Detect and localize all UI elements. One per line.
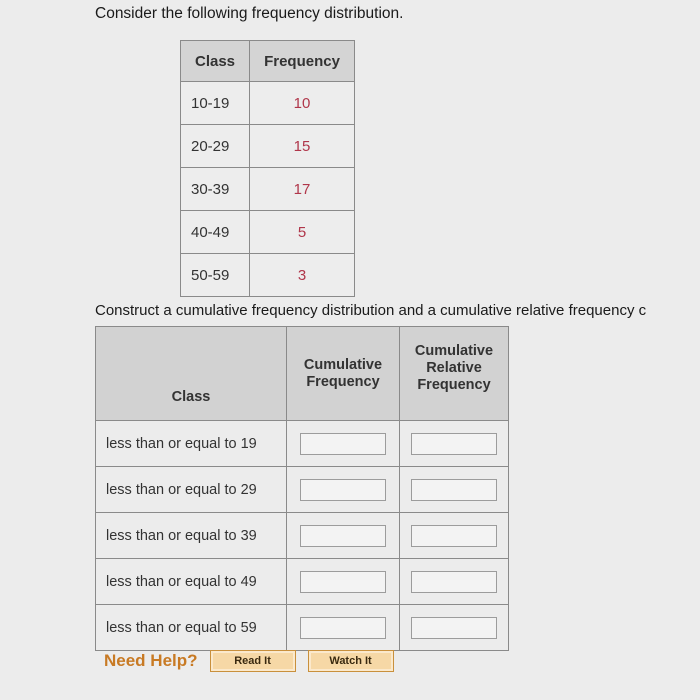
class-cell: 20-29 [181, 125, 250, 168]
cumulative-relative-frequency-input[interactable] [411, 479, 497, 501]
cumulative-relative-frequency-input[interactable] [411, 571, 497, 593]
class-cell: 10-19 [181, 82, 250, 125]
frequency-header: Frequency [250, 41, 355, 82]
table-row [181, 82, 355, 125]
table-row [181, 125, 355, 168]
table-row [96, 559, 509, 605]
class-cell: 50-59 [181, 254, 250, 297]
help-row [104, 650, 406, 672]
table-row [181, 211, 355, 254]
cumulative-frequency-input[interactable] [300, 571, 386, 593]
class-header: Class [96, 327, 287, 421]
class-label: less than or equal to 39 [96, 513, 287, 559]
watch-it-button[interactable]: Watch It [308, 650, 394, 672]
frequency-table-header [181, 41, 355, 82]
table-row [181, 254, 355, 297]
read-it-button[interactable]: Read It [210, 650, 296, 672]
class-label: less than or equal to 29 [96, 467, 287, 513]
cumulative-frequency-input[interactable] [300, 479, 386, 501]
cumulative-frequency-input[interactable] [300, 525, 386, 547]
cumulative-frequency-input[interactable] [300, 617, 386, 639]
class-label: less than or equal to 49 [96, 559, 287, 605]
frequency-cell: 3 [250, 254, 355, 297]
table-row [96, 467, 509, 513]
frequency-cell: 5 [250, 211, 355, 254]
cumulative-frequency-header: Cumulative Frequency [287, 327, 400, 421]
frequency-table [180, 40, 355, 297]
cumulative-table-header [96, 327, 509, 421]
question-intro: Consider the following frequency distribution. [95, 5, 404, 22]
cumulative-table [95, 326, 509, 651]
frequency-cell: 15 [250, 125, 355, 168]
cumulative-relative-frequency-header: Cumulative Relative Frequency [400, 327, 509, 421]
table-row [96, 513, 509, 559]
cumulative-relative-frequency-input[interactable] [411, 433, 497, 455]
class-cell: 30-39 [181, 168, 250, 211]
table-row [96, 421, 509, 467]
frequency-cell: 17 [250, 168, 355, 211]
class-cell: 40-49 [181, 211, 250, 254]
construct-instruction: Construct a cumulative frequency distribution and a cumulative relative frequency c [95, 302, 647, 319]
cumulative-relative-frequency-input[interactable] [411, 525, 497, 547]
table-row [96, 605, 509, 651]
frequency-cell: 10 [250, 82, 355, 125]
class-label: less than or equal to 59 [96, 605, 287, 651]
need-help-label: Need Help? [104, 651, 198, 670]
cumulative-relative-frequency-input[interactable] [411, 617, 497, 639]
class-header: Class [181, 41, 250, 82]
class-label: less than or equal to 19 [96, 421, 287, 467]
table-row [181, 168, 355, 211]
cumulative-frequency-input[interactable] [300, 433, 386, 455]
